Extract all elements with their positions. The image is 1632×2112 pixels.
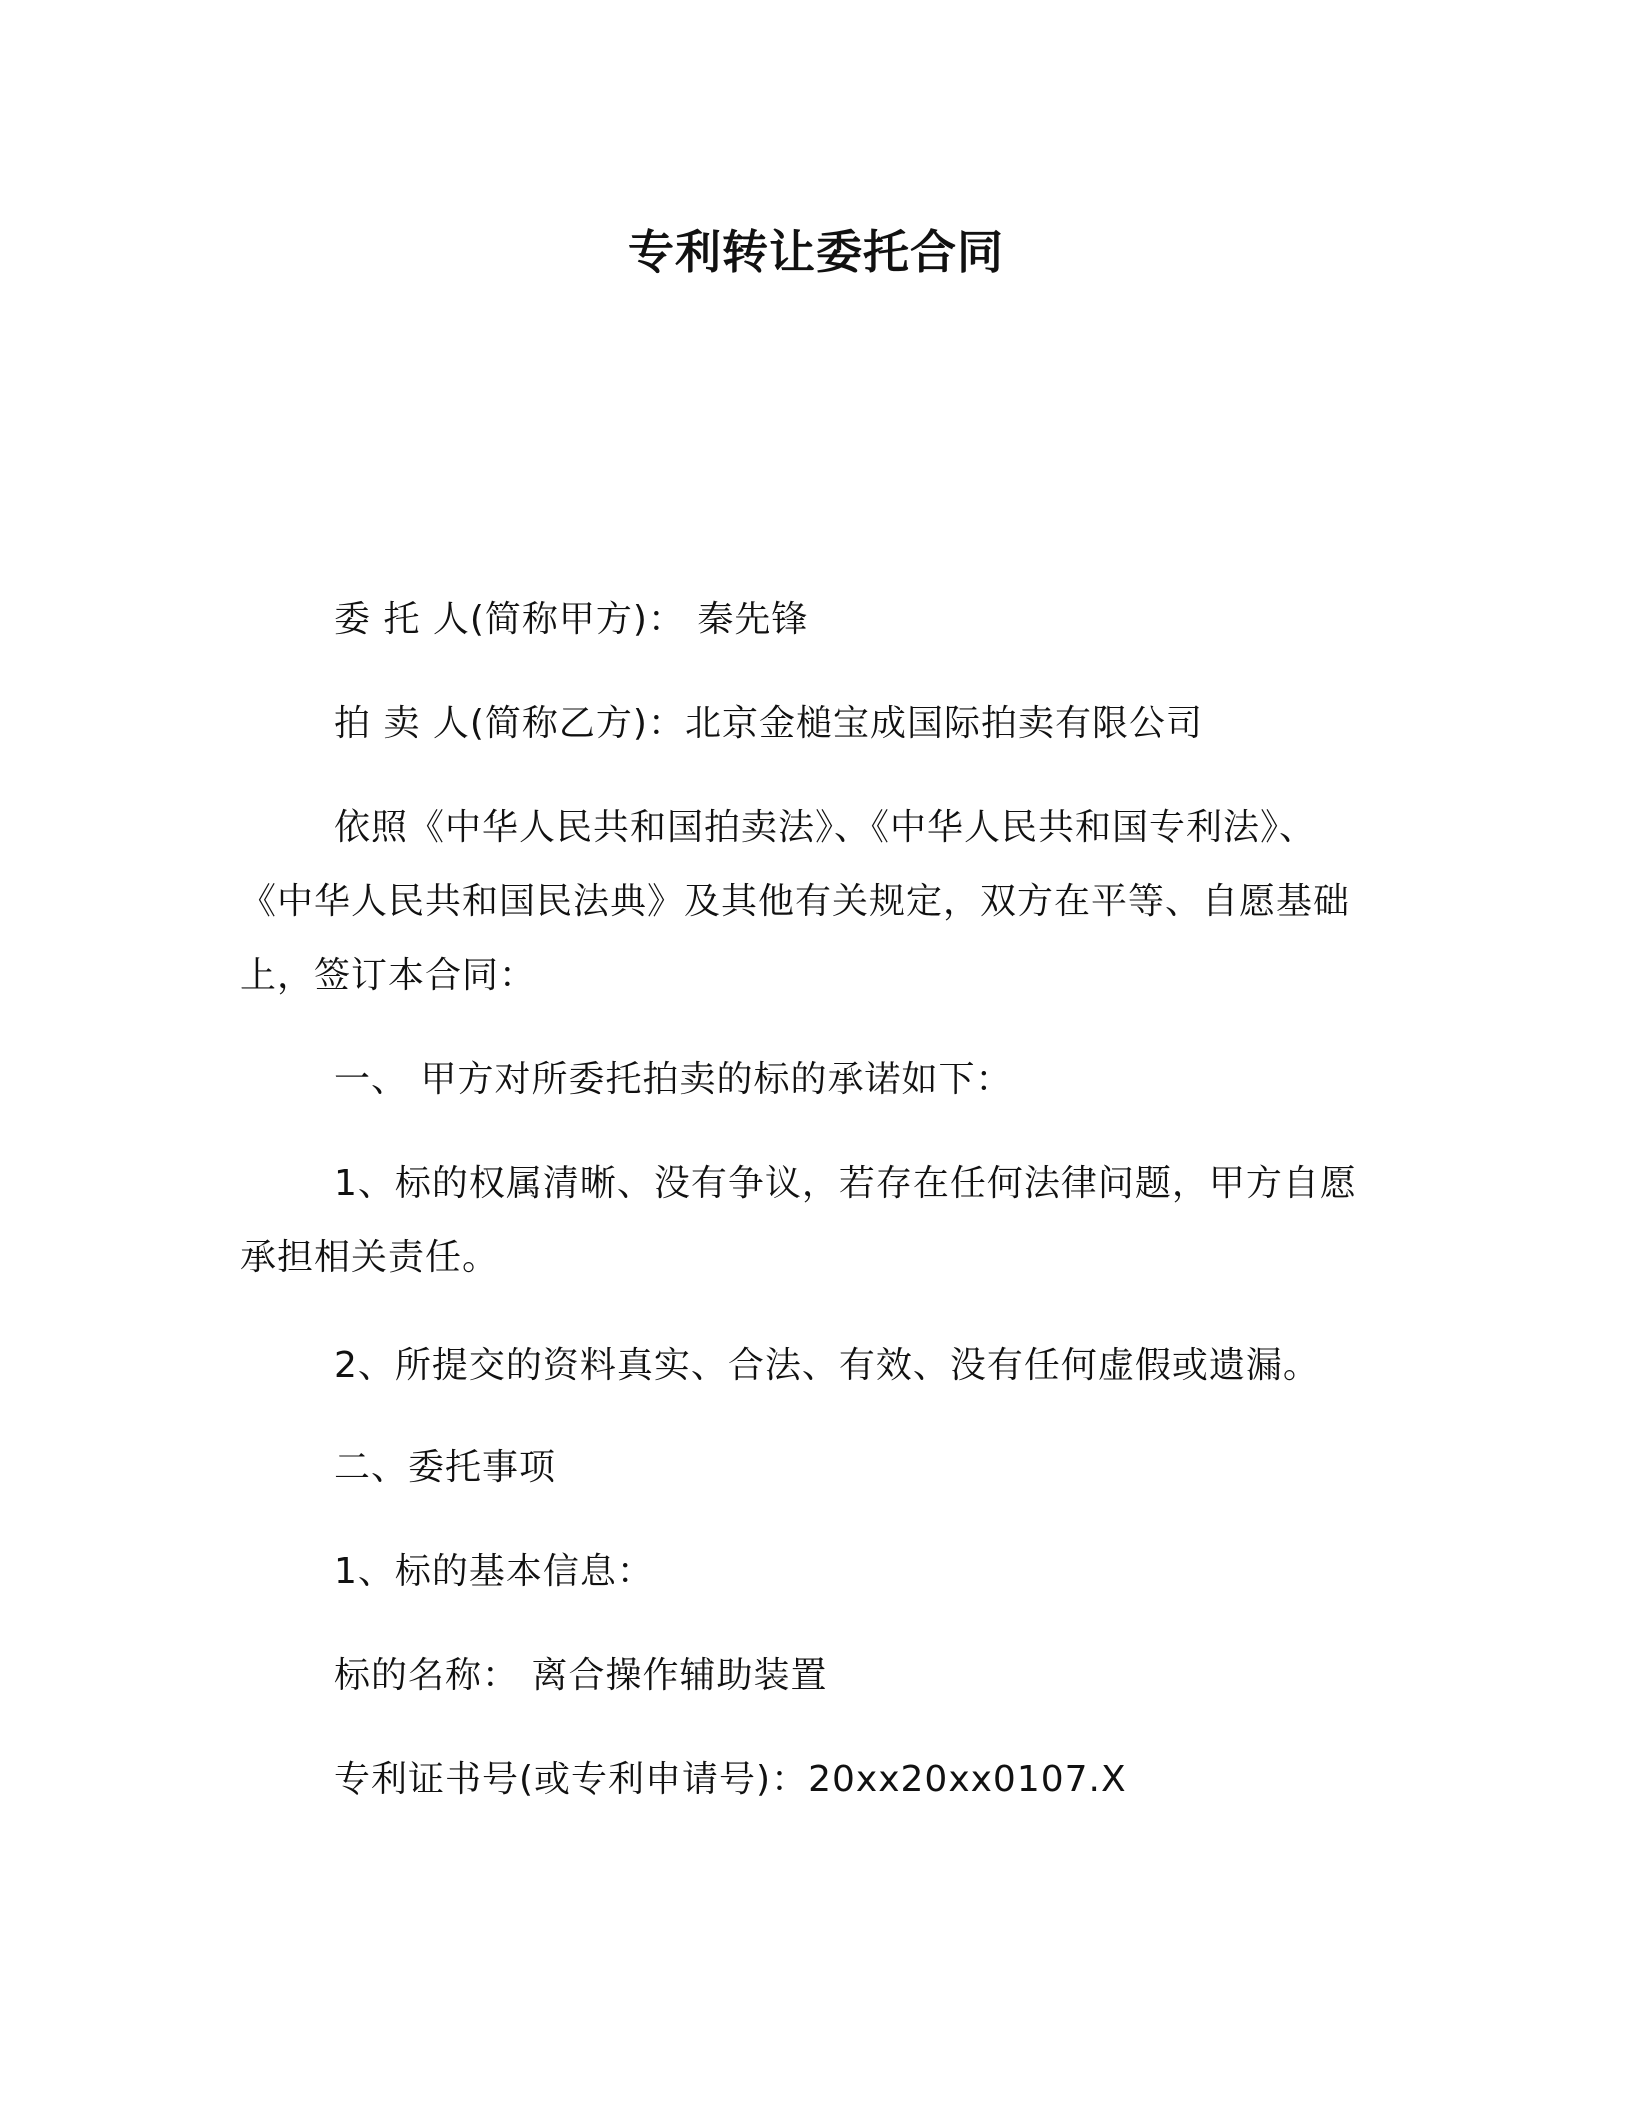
clause-2-1: 1、标的基本信息： — [334, 1551, 654, 1592]
clause-1-1-line-1: 1、标的权属清晰、没有争议，若存在任何法律问题，甲方自愿 — [334, 1163, 1357, 1204]
principal-line: 委 托 人(简称甲方)： 秦先锋 — [334, 599, 809, 640]
preamble-line-3: 上，签订本合同： — [240, 955, 537, 996]
subject-name-line: 标的名称： 离合操作辅助装置 — [334, 1655, 828, 1696]
document-title: 专利转让委托合同 — [628, 225, 1004, 279]
auctioneer-line: 拍 卖 人(简称乙方)：北京金槌宝成国际拍卖有限公司 — [334, 703, 1203, 744]
preamble-line-2: 《中华人民共和国民法典》及其他有关规定，双方在平等、自愿基础 — [240, 881, 1351, 922]
preamble-line-1: 依照《中华人民共和国拍卖法》、《中华人民共和国专利法》、 — [334, 807, 1317, 848]
clause-1-1-line-2: 承担相关责任。 — [240, 1237, 500, 1278]
section-1-heading: 一、 甲方对所委托拍卖的标的承诺如下： — [334, 1059, 1013, 1100]
clause-1-2: 2、所提交的资料真实、合法、有效、没有任何虚假或遗漏。 — [334, 1345, 1320, 1386]
patent-number-line: 专利证书号(或专利申请号)：20xx20xx0107.X — [334, 1759, 1127, 1800]
section-2-heading: 二、委托事项 — [334, 1447, 557, 1488]
